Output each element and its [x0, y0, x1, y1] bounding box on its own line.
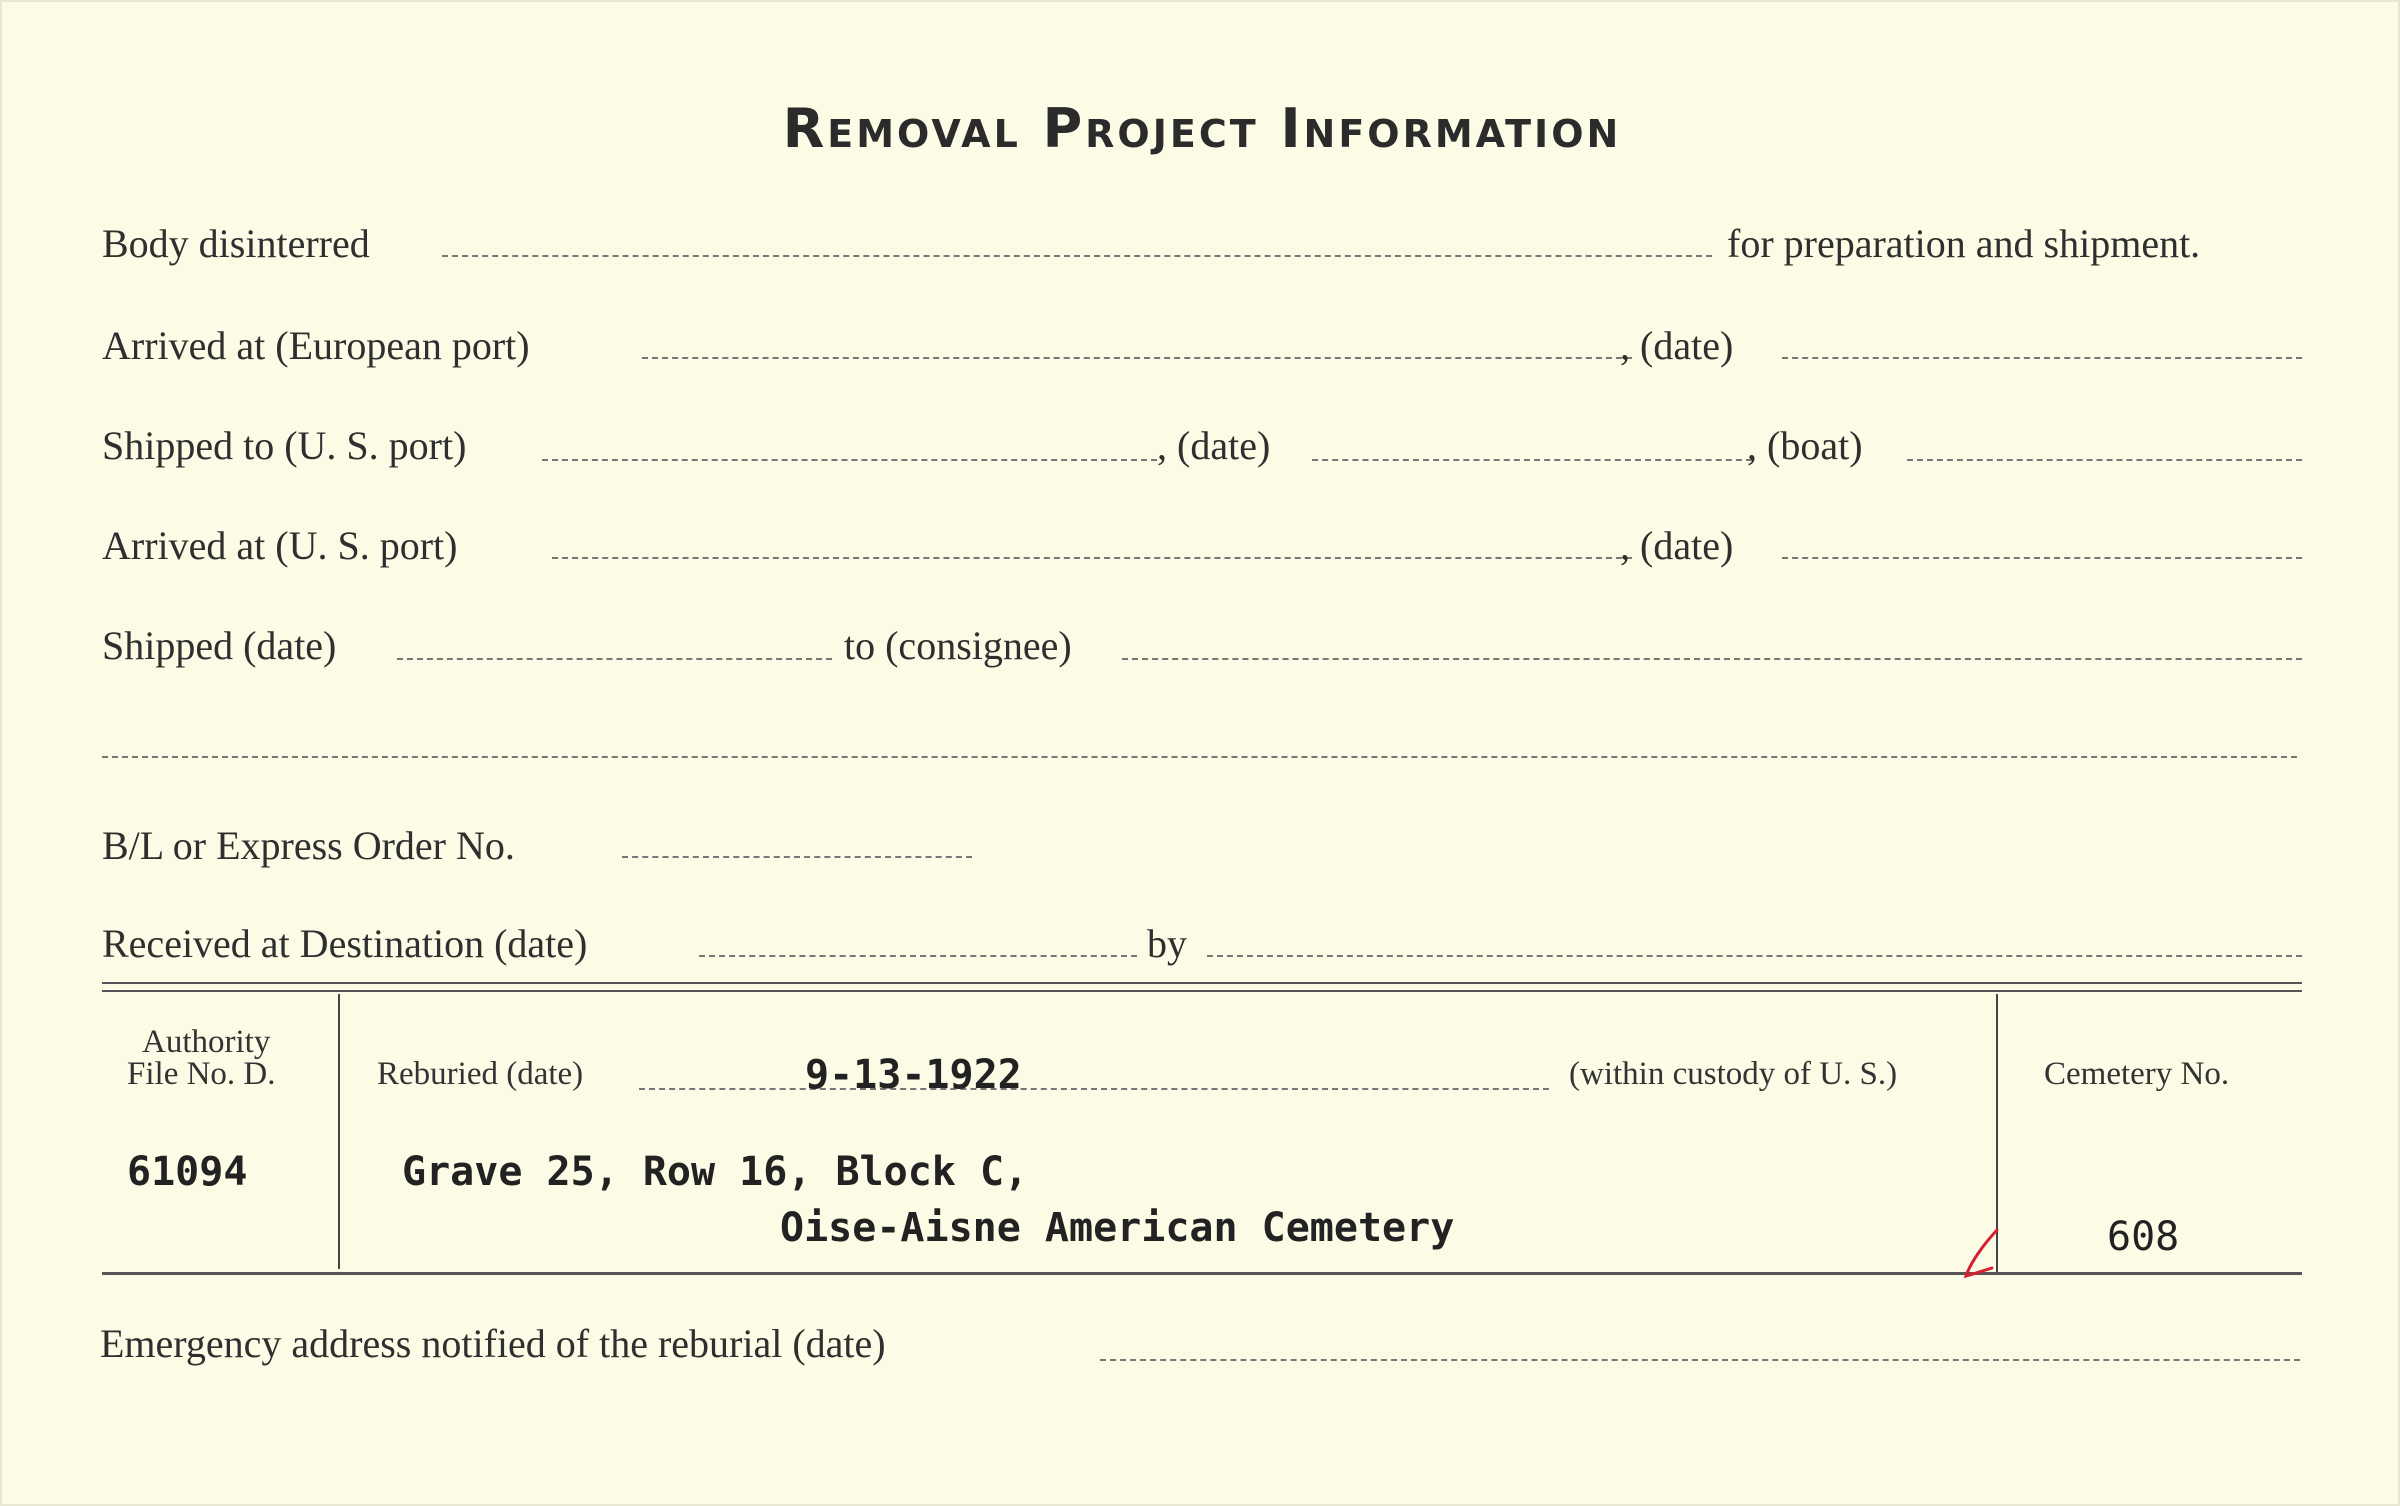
consignee-field[interactable] — [1122, 658, 2302, 660]
us-arrived-date-label: , (date) — [1620, 523, 1734, 568]
reburied-date-label: Reburied (date) — [377, 1056, 584, 1092]
european-date-field[interactable] — [1782, 357, 2302, 359]
reburied-date-value: 9-13-1922 — [805, 1052, 1022, 1098]
authority-label-line2: File No. D. — [127, 1056, 276, 1092]
emergency-address-date-field[interactable] — [1100, 1359, 2300, 1361]
table-top-rule — [102, 982, 2302, 984]
body-disinterred-field[interactable] — [442, 255, 1712, 257]
grave-location-line1: Grave 25, Row 16, Block C, — [402, 1149, 1029, 1195]
us-port-arrived-field[interactable] — [552, 557, 1632, 559]
authority-label-line1: Authority — [142, 1024, 271, 1060]
form-title: Removal Project Information — [782, 97, 1622, 160]
consignee-label: to (consignee) — [844, 623, 1072, 668]
received-date-field[interactable] — [699, 955, 1137, 957]
body-disinterred-label: Body disinterred — [102, 221, 370, 266]
shipped-date2-field[interactable] — [397, 658, 832, 660]
bl-express-label: B/L or Express Order No. — [102, 823, 515, 868]
reburied-date-field[interactable] — [639, 1088, 1549, 1090]
us-port-shipped-field[interactable] — [542, 459, 1157, 461]
us-port-shipped-label: Shipped to (U. S. port) — [102, 423, 467, 468]
authority-file-number: 61094 — [127, 1149, 248, 1195]
received-destination-label: Received at Destination (date) — [102, 921, 588, 966]
cemetery-number-value: 608 — [2107, 1214, 2180, 1260]
european-date-label: , (date) — [1620, 323, 1734, 368]
us-arrived-date-field[interactable] — [1782, 557, 2302, 559]
received-by-field[interactable] — [1207, 955, 2302, 957]
shipped-date2-label: Shipped (date) — [102, 623, 337, 668]
table-top-rule-2 — [102, 990, 2302, 992]
boat-field[interactable] — [1907, 459, 2302, 461]
grave-location-line2: Oise-Aisne American Cemetery — [780, 1205, 1455, 1251]
bl-express-field[interactable] — [622, 856, 972, 858]
emergency-address-label: Emergency address notified of the reburial (date) — [100, 1321, 886, 1366]
cemetery-number-label: Cemetery No. — [2044, 1056, 2230, 1092]
red-check-mark — [1952, 1224, 2012, 1284]
consignee-continuation-field[interactable] — [102, 756, 2297, 758]
european-port-label: Arrived at (European port) — [102, 323, 530, 368]
shipped-date-label: , (date) — [1157, 423, 1271, 468]
us-port-arrived-label: Arrived at (U. S. port) — [102, 523, 458, 568]
european-port-field[interactable] — [642, 357, 1632, 359]
received-by-label: by — [1147, 921, 1187, 966]
table-divider-left — [338, 994, 340, 1269]
boat-label: , (boat) — [1747, 423, 1863, 468]
custody-label: (within custody of U. S.) — [1569, 1056, 1898, 1092]
shipped-date-field[interactable] — [1312, 459, 1752, 461]
preparation-shipment-label: for preparation and shipment. — [1727, 221, 2201, 266]
